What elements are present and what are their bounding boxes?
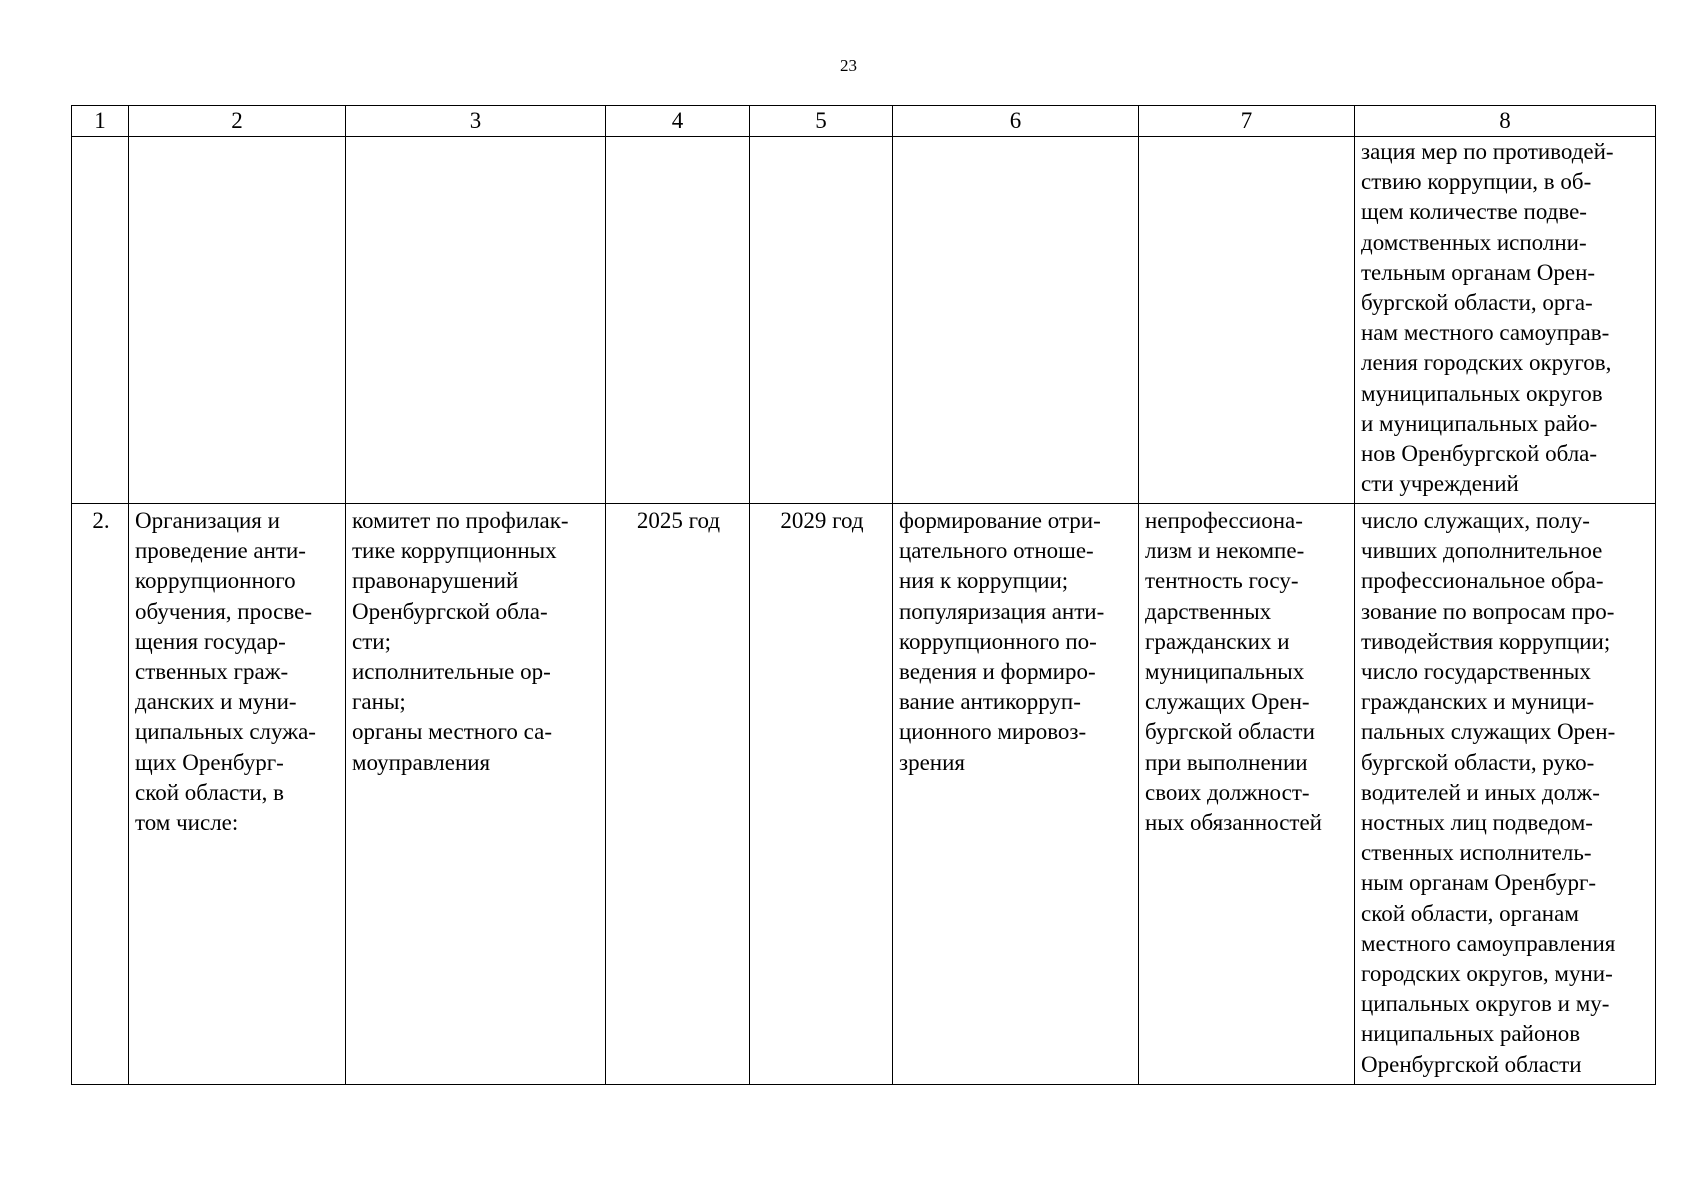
column-header-8: 8 <box>1355 106 1656 137</box>
column-header-3: 3 <box>346 106 606 137</box>
cell-indicator: число служащих, полу- чивших дополнительное профессиональное обра- зование по вопросам про- тиводействия коррупции; число государственных гражданских и муници- пальных служащих Орен- бургской области, руко- водителей и иных долж- ностных лиц подведом- ственных исполнитель- ным органам Оренбург- ской области, органам местного самоуправления городских округов, муни- ципальных округов и му- ниципальных районов Оренбургской области <box>1355 504 1656 1085</box>
cell-consequences: непрофессиона- лизм и некомпе- тентность госу- дарственных гражданских и муниципальных служащих Орен- бургской области при выполнении своих должност- ных обязанностей <box>1139 504 1355 1085</box>
cell-start-year <box>606 137 750 504</box>
column-header-6: 6 <box>893 106 1139 137</box>
cell-measure: Организация и проведение анти- коррупционного обучения, просве- щения государ- ственных граж- данских и муни- ципальных служа- щих Оренбург- ской области, в том числе: <box>129 504 346 1085</box>
cell-number <box>72 137 129 504</box>
column-header-5: 5 <box>750 106 893 137</box>
column-header-4: 4 <box>606 106 750 137</box>
cell-expected-result <box>893 137 1139 504</box>
measures-table <box>71 105 1656 1085</box>
cell-end-year <box>750 137 893 504</box>
cell-executor <box>346 137 606 504</box>
column-header-1: 1 <box>72 106 129 137</box>
cell-indicator: зация мер по противодей- ствию коррупции, в об- щем количестве подве- домственных исполни- тельным органам Орен- бургской области, орга- нам местного самоуправ- ления городских округов, муниципальных округов и муниципальных райо- нов Оренбургской обла- сти учреждений <box>1355 137 1656 504</box>
column-number-row <box>72 106 1656 137</box>
cell-consequences <box>1139 137 1355 504</box>
page-number: 23 <box>840 56 857 75</box>
cell-end-year: 2029 год <box>750 504 893 1085</box>
cell-number: 2. <box>72 504 129 1085</box>
table-row-continuation <box>72 137 1656 504</box>
table-row <box>72 504 1656 1085</box>
cell-executor: комитет по профилак- тике коррупционных правонарушений Оренбургской обла- сти; исполнительные ор- ганы; органы местного са- моуправления <box>346 504 606 1085</box>
cell-measure <box>129 137 346 504</box>
cell-start-year: 2025 год <box>606 504 750 1085</box>
column-header-7: 7 <box>1139 106 1355 137</box>
column-header-2: 2 <box>129 106 346 137</box>
cell-expected-result: формирование отри- цательного отноше- ния к коррупции; популяризация анти- коррупционного по- ведения и формиро- вание антикорруп- ционного мировоз- зрения <box>893 504 1139 1085</box>
